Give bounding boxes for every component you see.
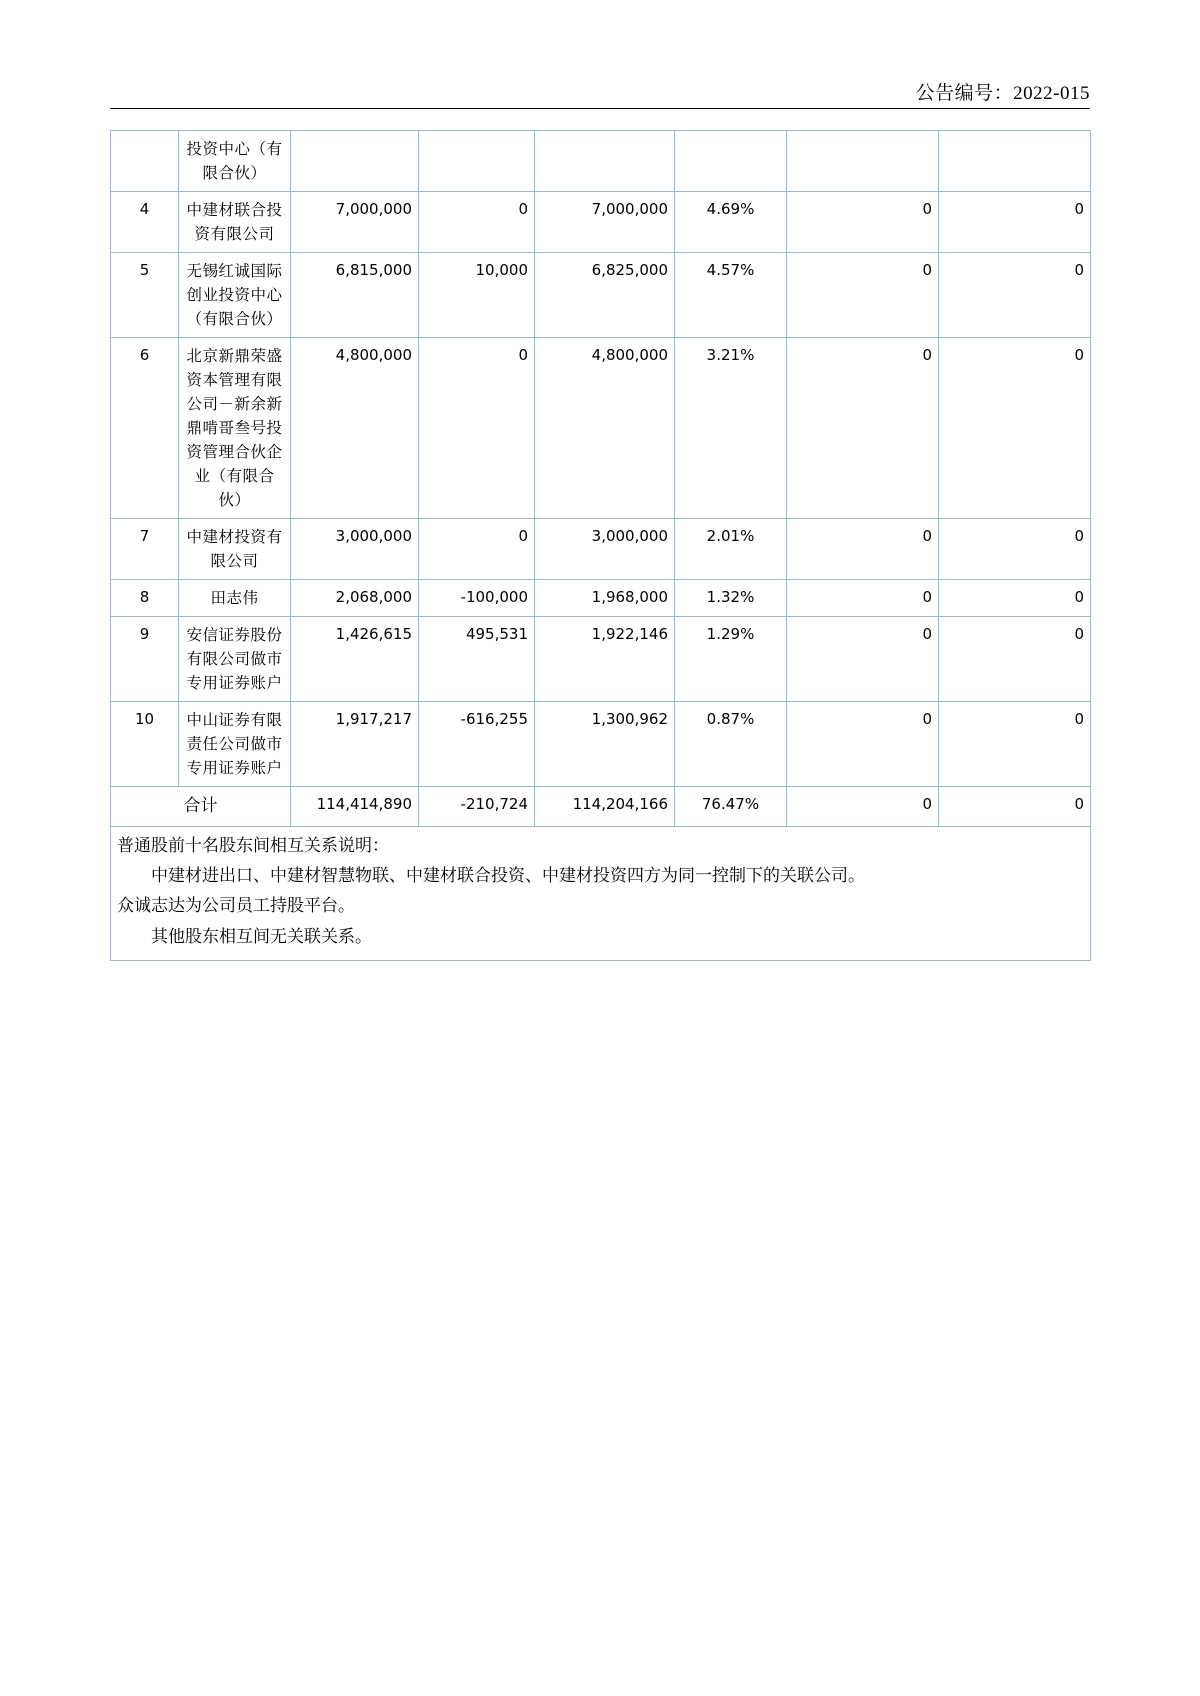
row-value-b: 0 xyxy=(419,519,535,580)
row-value-a: 1,426,615 xyxy=(291,617,419,702)
total-label: 合计 xyxy=(111,787,291,826)
row-name: 中建材投资有限公司 xyxy=(179,519,291,580)
row-value-d: 3.21% xyxy=(675,338,787,519)
notes-cell xyxy=(111,826,1091,960)
row-value-a: 4,800,000 xyxy=(291,338,419,519)
row-value-e: 0 xyxy=(787,338,939,519)
row-value-d: 1.32% xyxy=(675,580,787,617)
table-row xyxy=(111,131,1091,192)
total-value-a: 114,414,890 xyxy=(291,787,419,826)
total-value-e: 0 xyxy=(787,787,939,826)
row-value-e: 0 xyxy=(787,519,939,580)
row-value-f: 0 xyxy=(939,617,1091,702)
table-total-row xyxy=(111,787,1091,826)
shareholders-table-wrapper xyxy=(110,130,1090,961)
row-value-f: 0 xyxy=(939,519,1091,580)
notes-title: 普通股前十名股东间相互关系说明： xyxy=(117,835,389,856)
row-value-f: 0 xyxy=(939,253,1091,338)
table-row xyxy=(111,192,1091,253)
row-value-e: 0 xyxy=(787,702,939,787)
table-row xyxy=(111,580,1091,617)
row-value-b: 0 xyxy=(419,338,535,519)
shareholders-table xyxy=(110,130,1091,961)
row-value-a xyxy=(291,131,419,192)
row-value-d: 2.01% xyxy=(675,519,787,580)
total-value-f: 0 xyxy=(939,787,1091,826)
row-value-a: 7,000,000 xyxy=(291,192,419,253)
row-value-e: 0 xyxy=(787,617,939,702)
notes-line-3: 其他股东相互间无关联关系。 xyxy=(151,926,372,947)
row-value-b: 0 xyxy=(419,192,535,253)
row-no: 5 xyxy=(111,253,179,338)
table-row xyxy=(111,617,1091,702)
row-name: 中山证券有限责任公司做市专用证券账户 xyxy=(179,702,291,787)
row-value-b: -616,255 xyxy=(419,702,535,787)
row-value-b: 10,000 xyxy=(419,253,535,338)
row-name: 田志伟 xyxy=(179,580,291,617)
row-value-b: 495,531 xyxy=(419,617,535,702)
total-value-b: -210,724 xyxy=(419,787,535,826)
row-value-d: 4.57% xyxy=(675,253,787,338)
row-no: 9 xyxy=(111,617,179,702)
row-value-a: 1,917,217 xyxy=(291,702,419,787)
row-value-b: -100,000 xyxy=(419,580,535,617)
row-value-e: 0 xyxy=(787,580,939,617)
row-value-d: 0.87% xyxy=(675,702,787,787)
row-value-d xyxy=(675,131,787,192)
announcement-number: 公告编号：2022-015 xyxy=(915,83,1090,104)
header-divider xyxy=(110,108,1090,109)
table-row xyxy=(111,338,1091,519)
row-no: 8 xyxy=(111,580,179,617)
table-notes-row xyxy=(111,826,1091,960)
row-value-d: 1.29% xyxy=(675,617,787,702)
row-value-e xyxy=(787,131,939,192)
row-value-f: 0 xyxy=(939,192,1091,253)
row-value-c: 1,922,146 xyxy=(535,617,675,702)
row-value-f: 0 xyxy=(939,580,1091,617)
row-value-c: 1,968,000 xyxy=(535,580,675,617)
row-no xyxy=(111,131,179,192)
notes-line-1: 中建材进出口、中建材智慧物联、中建材联合投资、中建材投资四方为同一控制下的关联公司。 xyxy=(151,866,865,887)
row-value-c: 6,825,000 xyxy=(535,253,675,338)
row-value-a: 6,815,000 xyxy=(291,253,419,338)
row-value-e: 0 xyxy=(787,192,939,253)
table-row xyxy=(111,702,1091,787)
row-value-c: 1,300,962 xyxy=(535,702,675,787)
row-value-f: 0 xyxy=(939,702,1091,787)
row-value-f: 0 xyxy=(939,338,1091,519)
row-name: 安信证券股份有限公司做市专用证券账户 xyxy=(179,617,291,702)
total-value-d: 76.47% xyxy=(675,787,787,826)
row-name: 北京新鼎荣盛资本管理有限公司－新余新鼎啃哥叁号投资管理合伙企业（有限合伙） xyxy=(179,338,291,519)
notes-line-2: 众诚志达为公司员工持股平台。 xyxy=(117,896,355,917)
row-value-c: 4,800,000 xyxy=(535,338,675,519)
row-name: 无锡红诚国际创业投资中心（有限合伙） xyxy=(179,253,291,338)
row-value-c: 3,000,000 xyxy=(535,519,675,580)
table-row xyxy=(111,519,1091,580)
row-value-a: 2,068,000 xyxy=(291,580,419,617)
row-no: 7 xyxy=(111,519,179,580)
row-value-b xyxy=(419,131,535,192)
row-value-e: 0 xyxy=(787,253,939,338)
row-value-c: 7,000,000 xyxy=(535,192,675,253)
row-value-f xyxy=(939,131,1091,192)
row-name: 中建材联合投资有限公司 xyxy=(179,192,291,253)
row-no: 6 xyxy=(111,338,179,519)
row-no: 4 xyxy=(111,192,179,253)
total-value-c: 114,204,166 xyxy=(535,787,675,826)
row-value-a: 3,000,000 xyxy=(291,519,419,580)
table-row xyxy=(111,253,1091,338)
row-name: 投资中心（有限合伙） xyxy=(179,131,291,192)
row-value-c xyxy=(535,131,675,192)
row-no: 10 xyxy=(111,702,179,787)
row-value-d: 4.69% xyxy=(675,192,787,253)
